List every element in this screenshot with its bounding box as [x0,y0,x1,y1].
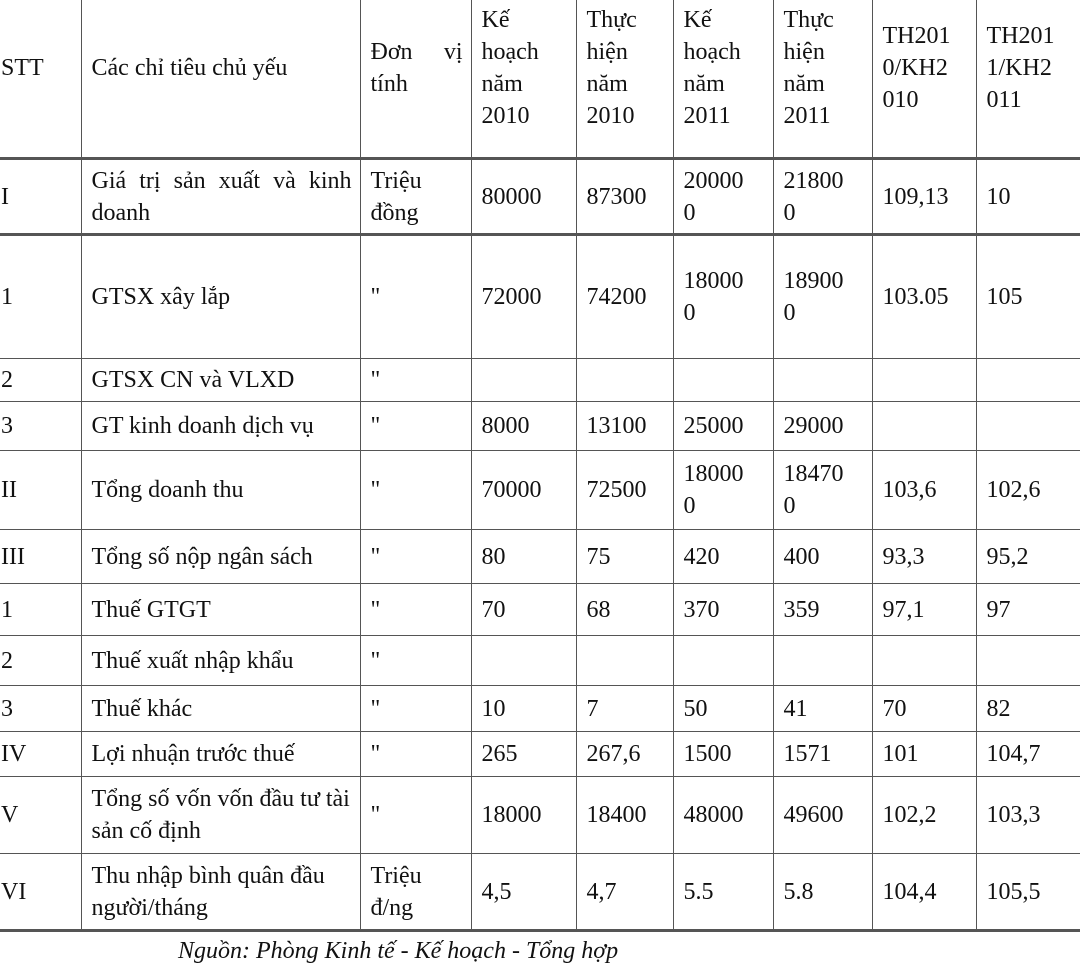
cell-r2011 [976,777,1080,854]
cell-th2011 [773,159,872,235]
cell-name [81,854,360,931]
cell-text: II [1,477,17,503]
cell-text: 48000 [683,802,744,828]
cell-text: Lợi nhuận trước thuế [91,741,295,767]
cell-text: 72000 [481,284,542,310]
cell-text: 200000 [683,167,744,226]
cell-kh2011 [673,451,773,530]
cell-text: GTSX xây lắp [91,284,231,310]
cell-name [81,732,360,777]
header-actual-2011: Thực hiện năm 2011 [773,0,872,159]
cell-th2010 [576,159,673,235]
cell-text: 184700 [783,461,844,519]
cell-text: 218000 [783,167,844,226]
cell-text: GT kinh doanh dịch vụ [91,413,314,439]
cell-th2010 [576,402,673,451]
cell-th2010 [576,636,673,686]
cell-text: 103,3 [986,802,1041,828]
cell-text: 109,13 [882,183,949,210]
cell-r2011 [976,235,1080,359]
cell-th2011 [773,359,872,402]
cell-text: Thuế xuất nhập khẩu [91,647,294,674]
cell-unit [360,159,471,235]
cell-kh2010 [471,159,576,235]
cell-unit [360,451,471,530]
cell-unit [360,359,471,402]
cell-stt [0,854,81,931]
cell-unit [360,732,471,777]
cell-text: Thuế GTGT [91,596,211,623]
cell-r2010 [872,451,976,530]
cell-th2010 [576,686,673,732]
cell-r2011 [976,451,1080,530]
cell-text: 189000 [783,268,844,326]
cell-th2011 [773,854,872,931]
cell-kh2011 [673,530,773,584]
cell-kh2010 [471,235,576,359]
cell-text: Triệu đ/ng [370,862,422,921]
cell-text: 103.05 [882,284,949,310]
cell-kh2011 [673,159,773,235]
cell-th2011 [773,777,872,854]
cell-text: 95,2 [986,543,1029,570]
cell-text: VI [1,878,27,905]
cell-text: V [1,802,19,828]
cell-text: 70000 [481,477,542,503]
cell-text: 25000 [683,413,744,439]
cell-text: 50 [683,695,708,722]
cell-text: III [1,543,25,570]
cell-text: 103,6 [882,477,937,503]
cell-text: 70 [481,596,506,623]
cell-name [81,686,360,732]
cell-kh2011 [673,584,773,636]
cell-th2011 [773,451,872,530]
cell-name [81,530,360,584]
header-stt: STT [0,0,81,159]
cell-text: 93,3 [882,543,925,570]
cell-text: 1 [1,596,13,623]
cell-text: 82 [986,695,1011,722]
cell-text: 4,7 [586,878,617,905]
cell-name [81,777,360,854]
cell-name [81,359,360,402]
cell-r2011 [976,584,1080,636]
cell-kh2010 [471,777,576,854]
header-row [0,0,1080,159]
cell-text: 70 [882,695,907,722]
cell-text: 10 [481,695,506,722]
cell-r2011 [976,359,1080,402]
cell-text: " [370,741,381,767]
cell-th2011 [773,636,872,686]
cell-th2010 [576,584,673,636]
cell-text: " [370,596,381,623]
table-row [0,584,1080,636]
cell-text: 4,5 [481,878,512,905]
cell-text: 3 [1,695,13,722]
cell-stt [0,451,81,530]
cell-text: " [370,477,381,503]
cell-stt [0,686,81,732]
cell-r2010 [872,235,976,359]
cell-text: 7 [586,695,599,722]
cell-kh2010 [471,530,576,584]
cell-stt [0,777,81,854]
cell-text: 97 [986,596,1011,623]
cell-kh2010 [471,359,576,402]
cell-th2011 [773,530,872,584]
cell-text: Thuế khác [91,695,193,722]
cell-th2011 [773,235,872,359]
cell-unit [360,636,471,686]
table-row [0,451,1080,530]
cell-text: 105,5 [986,878,1041,905]
cell-text: 1 [1,284,13,310]
cell-name [81,159,360,235]
cell-kh2011 [673,359,773,402]
cell-kh2010 [471,636,576,686]
cell-text: 359 [783,596,820,623]
cell-text: " [370,695,381,722]
cell-unit [360,854,471,931]
cell-text: 265 [481,741,518,767]
table-row [0,732,1080,777]
table-row [0,686,1080,732]
cell-th2011 [773,584,872,636]
cell-text: " [370,413,381,439]
source-note: Nguồn: Phòng Kinh tế - Kế hoạch - Tổng hợp [178,938,619,964]
cell-text: Giá trị sản xuất và kinh doanh [91,167,352,226]
cell-r2010 [872,777,976,854]
cell-r2010 [872,636,976,686]
header-unit: Đơn vị tính [360,0,471,159]
cell-text: 180000 [683,268,744,326]
header-plan-2010: Kế hoạch năm 2010 [471,0,576,159]
cell-text: " [370,367,381,393]
cell-r2010 [872,359,976,402]
table-row [0,530,1080,584]
cell-th2011 [773,402,872,451]
cell-text: 29000 [783,413,844,439]
cell-name [81,636,360,686]
cell-kh2011 [673,777,773,854]
cell-r2011 [976,636,1080,686]
table-row [0,359,1080,402]
cell-stt [0,584,81,636]
cell-r2011 [976,530,1080,584]
cell-text: 1571 [783,741,832,767]
cell-text: IV [1,741,27,767]
cell-text: Triệu đồng [370,167,422,226]
cell-kh2011 [673,636,773,686]
cell-text: 18400 [586,802,647,828]
cell-text: 3 [1,413,13,439]
cell-th2010 [576,235,673,359]
cell-text: 102,2 [882,802,937,828]
cell-r2011 [976,402,1080,451]
cell-stt [0,159,81,235]
cell-stt [0,636,81,686]
cell-stt [0,732,81,777]
cell-stt [0,359,81,402]
cell-r2011 [976,732,1080,777]
cell-text: 41 [783,695,808,722]
cell-text: 102,6 [986,477,1041,503]
cell-text: 104,7 [986,741,1041,767]
cell-r2010 [872,159,976,235]
cell-name [81,402,360,451]
cell-name [81,584,360,636]
cell-r2010 [872,686,976,732]
cell-kh2010 [471,854,576,931]
cell-text: 75 [586,543,611,570]
cell-r2010 [872,584,976,636]
cell-text: 180000 [683,461,744,519]
cell-unit [360,686,471,732]
cell-stt [0,402,81,451]
cell-text: 5.8 [783,878,814,905]
cell-text: " [370,802,381,828]
cell-th2010 [576,732,673,777]
cell-text: " [370,543,381,570]
cell-th2011 [773,732,872,777]
cell-kh2011 [673,854,773,931]
header-actual-2010: Thực hiện năm 2010 [576,0,673,159]
cell-kh2010 [471,686,576,732]
cell-text: " [370,647,381,674]
header-plan-2011: Kế hoạch năm 2011 [673,0,773,159]
cell-text: I [1,183,9,210]
cell-unit [360,777,471,854]
cell-text: 87300 [586,183,647,210]
cell-r2011 [976,686,1080,732]
cell-text: 104,4 [882,878,937,905]
cell-text: 97,1 [882,596,925,623]
cell-text: 8000 [481,413,530,439]
cell-kh2011 [673,732,773,777]
cell-text: 80 [481,543,506,570]
cell-text: Thu nhập bình quân đầu người/tháng [91,862,325,921]
cell-text: 267,6 [586,741,641,767]
cell-text: 105 [986,284,1023,310]
table-row [0,235,1080,359]
cell-th2010 [576,777,673,854]
cell-stt [0,530,81,584]
cell-th2010 [576,530,673,584]
cell-text: 2 [1,647,13,674]
cell-text: 18000 [481,802,542,828]
header-indicator: Các chỉ tiêu chủ yếu [81,0,360,159]
cell-th2010 [576,451,673,530]
cell-name [81,451,360,530]
cell-text: 10 [986,183,1011,210]
cell-kh2010 [471,584,576,636]
cell-th2011 [773,686,872,732]
header-ratio-2010: TH2010/KH2010 [872,0,976,159]
cell-text: Tổng doanh thu [91,477,244,503]
cell-text: 420 [683,543,720,570]
cell-r2010 [872,854,976,931]
cell-text: 101 [882,741,919,767]
cell-text: 72500 [586,477,647,503]
header-ratio-2011: TH2011/KH2011 [976,0,1080,159]
cell-text: 400 [783,543,820,570]
cell-text: Tổng số vốn vốn đầu tư tài sản cố định [91,786,350,844]
cell-unit [360,235,471,359]
cell-r2011 [976,854,1080,931]
cell-unit [360,530,471,584]
cell-kh2011 [673,402,773,451]
table-row [0,402,1080,451]
cell-text: " [370,284,381,310]
cell-stt [0,235,81,359]
cell-text: 49600 [783,802,844,828]
cell-kh2011 [673,235,773,359]
cell-text: 80000 [481,183,542,210]
cell-th2010 [576,854,673,931]
cell-th2010 [576,359,673,402]
cell-text: 2 [1,367,13,393]
cell-text: 74200 [586,284,647,310]
cell-unit [360,402,471,451]
cell-text: GTSX CN và VLXD [91,367,295,393]
table-row [0,777,1080,854]
cell-text: 5.5 [683,878,714,905]
cell-kh2011 [673,686,773,732]
cell-r2010 [872,402,976,451]
cell-unit [360,584,471,636]
cell-text: 68 [586,596,611,623]
cell-kh2010 [471,451,576,530]
cell-name [81,235,360,359]
table-row [0,636,1080,686]
cell-text: 13100 [586,413,647,439]
cell-text: 370 [683,596,720,623]
cell-r2010 [872,530,976,584]
cell-kh2010 [471,732,576,777]
cell-text: 1500 [683,741,732,767]
table-row [0,159,1080,235]
cell-kh2010 [471,402,576,451]
table-row [0,854,1080,931]
cell-r2010 [872,732,976,777]
cell-r2011 [976,159,1080,235]
cell-text: Tổng số nộp ngân sách [91,543,313,570]
